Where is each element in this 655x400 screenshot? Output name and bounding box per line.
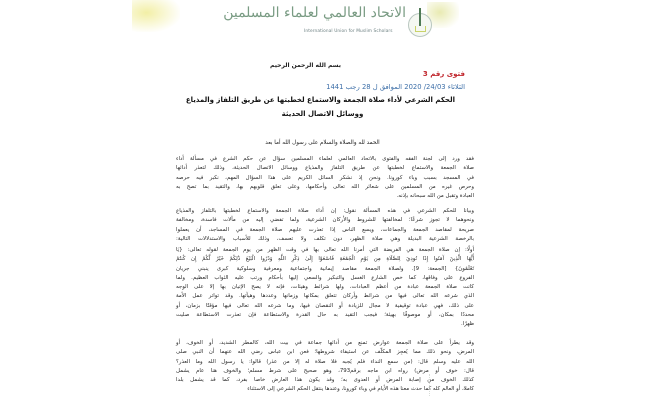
paragraph-line: فقد ورد إلى لجنة الفقه والفتوى بالاتحاد العالمي لعلماء المسلمين سؤال عن حكم الشرع في مسألة أداء bbox=[176, 156, 474, 162]
logo-arabic-text: الاتحاد العالمي لعلماء المسلمين bbox=[223, 5, 406, 21]
minaret-shape bbox=[419, 8, 421, 26]
paragraph-line: كانت صلاة الجمعة عبادة من أعظم العبادات، ولها شرائط وهيئات، فإنه لا يصح الإتيان بها إلا على الوجه bbox=[176, 284, 474, 291]
paragraph-line: وبيانا للحكم الشرعي في هذه المسألة نقول: إن أداء صلاة الجمعة والاستماع لخطبتها بالتلفاز والمذياع bbox=[176, 208, 474, 214]
document-title-line-2: ووسائل الاتصال الحديثة bbox=[281, 110, 364, 118]
paragraph-line: الذي شرعه الله تعالى فيها من شرائط وأركان تتعلق بمكانها وزمانها وعددها وهيآتها. وقد تواتر عمل الأمة bbox=[176, 293, 474, 300]
greeting: الحمد لله والصلاة والسلام على رسول الله أما بعد bbox=[265, 140, 380, 146]
paragraph-line: وقد يطرأ على صلاة الجمعة عوارض تمنع من أدائها جماعة في بيت الله، كالمطر الشديد، أو الخوف، أو bbox=[176, 340, 474, 346]
emblem-base-shape bbox=[415, 26, 426, 32]
paragraph-line: الفروع على وفاقها، كما خص الشارع الغسل والتبكير والسعي إليها بأحكام ورتب عليه الثواب العظيم. ولما bbox=[176, 274, 474, 281]
paragraph-2 bbox=[176, 207, 474, 244]
organization-logo bbox=[223, 5, 430, 41]
paragraph-line: أَيُّهَا الَّذِينَ آمَنُوا إِذَا نُودِيَ لِلصَّلَاةِ مِن يَوْمِ الْجُمُعَةِ فَاسْعَوْا إِلَىٰ ذِكْرِ اللَّهِ وَذَرُوا الْبَيْعَ ذَٰلِكُمْ خَيْرٌ لَّكُمْ إِن كُنتُمْ bbox=[176, 256, 474, 263]
faint-stamp-mark bbox=[429, 374, 436, 396]
paragraph-line: صريحة لمقاصد الجمعة والجماعات، ويسع الناس إذا تعذرت عليهم صلاة الجمعة في المساجد، أن يعملوا bbox=[176, 226, 474, 233]
logo-english-text: International Union for Muslim Scholars bbox=[304, 29, 393, 34]
paragraph-line: قال: خوف أو مرض) رواه ابن ماجه برقم793، وهو صحيح على شرط مسلم؛ والخوف هنا عام يشمل bbox=[176, 367, 474, 374]
fatwa-number: فتوى رقم 3 bbox=[422, 70, 465, 78]
paragraph-line: محددًا بمكان، أو موصوفًا بهيئة؛ فيجب التقيد به حال القدرة والاستطاعة فإن تعذرت الاستطاعة صليت bbox=[176, 312, 474, 319]
decorative-corner-glow bbox=[132, 0, 180, 32]
paragraph-line: في المسجد بسبب وباء كورونا. ونحن إذ نشكر السائل الكريم على هذا السؤال المهم، نكبر فيه حرصه bbox=[176, 174, 474, 181]
paragraph-line: بالرخصة الشرعية البديلة وهي صلاة الظهر، دون تكلف ولا تعسف، وذلك للأسباب والاستدلالات التالية: bbox=[176, 235, 474, 242]
paragraph-line: صلاة الجمعة والاستماع لخطبتها عن طريق التلفاز والمذياع ووسائل الاتصال الحديثة، وذلك لتعذر أدائها bbox=[176, 165, 474, 172]
paragraph-line: ظهرًا. bbox=[461, 321, 474, 328]
paragraph-line: الله عليه وسلم قال: (من سمع النداء فلم يُجبه فلا صلاة له إلا من عذر) قالوا: يا رسول الله وما العذر؟ bbox=[176, 358, 474, 365]
paragraph-line: وحرص غيره من المسلمين على شعائر الله تعالى وأحكامها، وعلى تعلق قلوبهم بها، والتقيد بما تصح به bbox=[176, 183, 474, 190]
document-title-line-1: الحكم الشرعي لأداء صلاة الجمعة والاستماع لخطبتها عن طريق التلفاز والمذياع bbox=[185, 96, 455, 104]
date-line: الثلاثاء 24/03/ 2020 الموافق ل 28 رجب 1441 bbox=[326, 83, 465, 91]
basmala: بسم الله الرحمن الرحيم bbox=[270, 62, 342, 69]
paragraph-line: كذلك الخوف من إصابة المرض أو العدوى به؛ وقد يكون هذا العارض خاصا بفرد، كما قد يشمل بلدا bbox=[176, 377, 474, 384]
paragraph-line: كاملا، أو العالم كله كما حدث معنا هذه الأيام في وباء كورونا، وعندها ينتقل الحكم الشرعي إلى الاستثناء bbox=[247, 386, 474, 393]
paragraph-line: ونحوهما لا تجوز شرعًا؛ لمخالفتها للشروط والأركان الشرعية، ولما تفضي إليه من مآلات فاسدة، ومخالفة bbox=[176, 217, 474, 224]
paragraph-line: على ذلك، فهي عبادة توقيفية لا مجال للزيادة أو النقصان فيها، وما شرعه الله تعالى فيها مؤقتًا بزمان، أو bbox=[176, 302, 474, 309]
paragraph-3 bbox=[176, 246, 474, 330]
paragraph-line: المرض، ونحو ذلك مما يُعجِز المكلّف عن استيفاء شروطها؛ فعن ابن عباس رضي الله عنهما أن النبي صلى bbox=[176, 349, 474, 356]
paragraph-1 bbox=[176, 155, 474, 201]
paragraph-line: أولًا: إن صلاة الجمعة هي الفريضة التي أمرنا الله تعالى بها في وقت الظهر من يوم الجمعة لقوله تعالى: {يَا bbox=[176, 247, 474, 253]
paragraph-line: تَعْلَمُونَ} [الجمعة: 9]. ولصلاة الجمعة مقاصد إيمانية واجتماعية ومعرفية وسلوكية كبرى ينبني جريان bbox=[176, 265, 475, 272]
minaret-emblem-icon bbox=[408, 13, 432, 37]
paragraph-line: العبادة وتقبل من الله سبحانه بإذنه. bbox=[396, 193, 474, 200]
